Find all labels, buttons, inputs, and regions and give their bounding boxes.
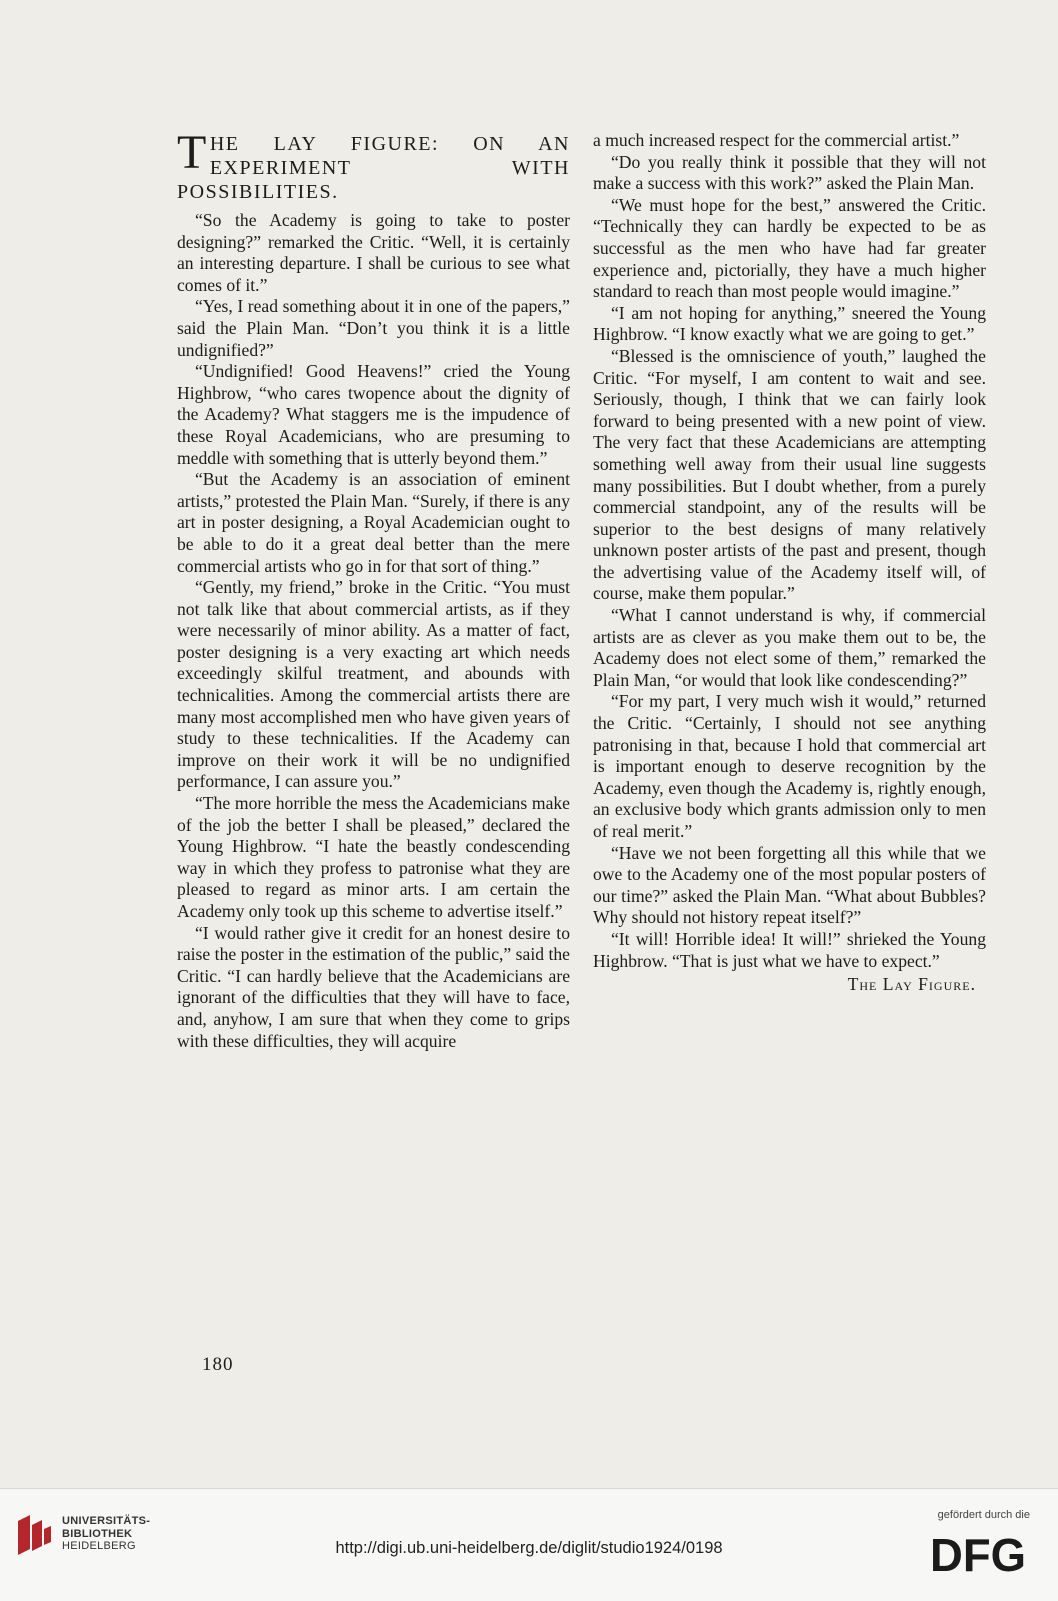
paragraph-text: “I would rather give it credit for an honest desire to raise the poster in the estimation of the public,” said the Critic. “I can hardly believe that the Academicians are ignorant of the difficulties that they will have to face, and, anyhow, I am sure that when they come to grips with these difficulties, they will acquire bbox=[177, 922, 570, 1051]
paragraph-text: “So the Academy is going to take to poster designing?” remarked the Critic. “Well, it is certainly an interesting departure. I shall be curious to see what comes of it.” bbox=[177, 210, 570, 295]
title-dropcap: T bbox=[177, 126, 208, 179]
paragraph bbox=[593, 605, 986, 691]
funded-by-label: gefördert durch die bbox=[937, 1509, 1030, 1521]
paragraph-text: “We must hope for the best,” answered the Critic. “Technically they can hardly be expected to be as successful as the men who have had far greater experience and, pictorially, they have a much higher standard to reach than most people would imagine.” bbox=[593, 194, 986, 302]
paragraph bbox=[177, 793, 570, 923]
paragraph-text: “The more horrible the mess the Academicians make of the job the better I shall be pleased,” declared the Young Highbrow. “I hate the beastly condescending way in which they profess to patronise what they are pleased to regard as minor arts. I am certain the Academy only took up this scheme to advertise itself.” bbox=[177, 793, 570, 921]
left-column bbox=[177, 126, 570, 1052]
article-title bbox=[177, 126, 570, 204]
paragraph-text: “Do you really think it possible that they will not make a success with this work?” asked the Plain Man. bbox=[593, 151, 986, 194]
paragraph bbox=[593, 346, 986, 605]
right-paragraphs bbox=[593, 152, 986, 973]
paragraph-text: “What I cannot understand is why, if commercial artists are as clever as you make them out to be, the Academy does not elect some of them,” remarked the Plain Man, “or would that look like condescending?” bbox=[593, 605, 986, 690]
left-paragraphs bbox=[177, 210, 570, 1052]
title-text: HE LAY FIGURE: ON AN EXPERIMENT WITH POSSIBILITIES. bbox=[177, 133, 570, 203]
paragraph-text: “I am not hoping for anything,” sneered the Young Highbrow. “I know exactly what we are going to get.” bbox=[593, 302, 986, 345]
page-number: 180 bbox=[202, 1354, 234, 1375]
svg-text:DFG: DFG bbox=[930, 1531, 1026, 1577]
signature: The Lay Figure. bbox=[847, 974, 976, 995]
paragraph bbox=[593, 843, 986, 929]
paragraph bbox=[177, 923, 570, 1053]
paragraph bbox=[177, 469, 570, 577]
library-line-2: BIBLIOTHEK bbox=[62, 1527, 133, 1540]
paragraph bbox=[593, 303, 986, 346]
paragraph-text: “Gently, my friend,” broke in the Critic. “You must not talk like that about commercial artists, as if they were necessarily of minor ability. As a matter of fact, poster designing is a very exacting art which needs exceedingly skilful treatment, and abounds with technicalities. Among the commercial artists there are many most accomplished men who have given years of study to these technicalities. If the Academy can improve on their work it will be no undignified performance, I can assure you.” bbox=[177, 577, 570, 792]
right-column bbox=[593, 130, 986, 996]
paragraph-text: “But the Academy is an association of eminent artists,” protested the Plain Man. “Surely, if there is any art in poster designing, a Royal Academician ought to be able to do it a great deal better than the mere commercial artists who go in for that sort of thing.” bbox=[177, 469, 570, 576]
permalink-url[interactable]: http://digi.ub.uni-heidelberg.de/diglit/studio1924/0198 bbox=[335, 1539, 723, 1557]
dfg-logo bbox=[930, 1531, 1028, 1577]
library-line-1: UNIVERSITÄTS- bbox=[62, 1515, 151, 1527]
paragraph bbox=[177, 296, 570, 361]
paragraph bbox=[177, 210, 570, 296]
paragraph bbox=[593, 195, 986, 303]
continued-text: a much increased respect for the commercial artist.” bbox=[593, 130, 960, 150]
digitization-footer bbox=[0, 1488, 1058, 1601]
paragraph-text: “Blessed is the omniscience of youth,” laughed the Critic. “For myself, I am content to wait and see. Seriously, though, I think that we can fairly look forward to being presented with a new point of view. The very fact that these Academicians are attempting something well away from their usual line suggests many possibilities. But I doubt whether, from a purely commercial standpoint, any of the results will be superior to the best designs of many relatively unknown poster artists of the past and present, though the advertising value of the Academy itself will, of course, make them popular.” bbox=[593, 345, 986, 604]
paragraph bbox=[177, 361, 570, 469]
continued-paragraph bbox=[593, 130, 986, 152]
paragraph bbox=[593, 691, 986, 842]
paragraph-text: “Undignified! Good Heavens!” cried the Young Highbrow, “who cares twopence about the dignity of the Academy? What staggers me is the impudence of these Royal Academicians, who are presuming to meddle with something that is utterly beyond them.” bbox=[177, 361, 570, 468]
paragraph-text: “Yes, I read something about it in one of the papers,” said the Plain Man. “Don’t you think it is a little undignified?” bbox=[177, 296, 570, 360]
paragraph bbox=[593, 152, 986, 195]
paragraph-text: “Have we not been forgetting all this while that we owe to the Academy one of the most popular posters of our time?” asked the Plain Man. “What about Bubbles? Why should not history repeat itself?” bbox=[593, 842, 986, 928]
library-line-3: HEIDELBERG bbox=[62, 1540, 136, 1552]
paragraph bbox=[177, 577, 570, 793]
paragraph-text: “For my part, I very much wish it would,” returned the Critic. “Certainly, I should not see anything patronising in that, because I hold that commercial art is important enough to deserve recognition by the Academy, even though the Academy is, rightly enough, an exclusive body which grants admission only to men of real merit.” bbox=[593, 691, 986, 841]
paragraph bbox=[593, 929, 986, 972]
paragraph-text: “It will! Horrible idea! It will!” shrieked the Young Highbrow. “That is just what we have to expect.” bbox=[593, 928, 986, 971]
